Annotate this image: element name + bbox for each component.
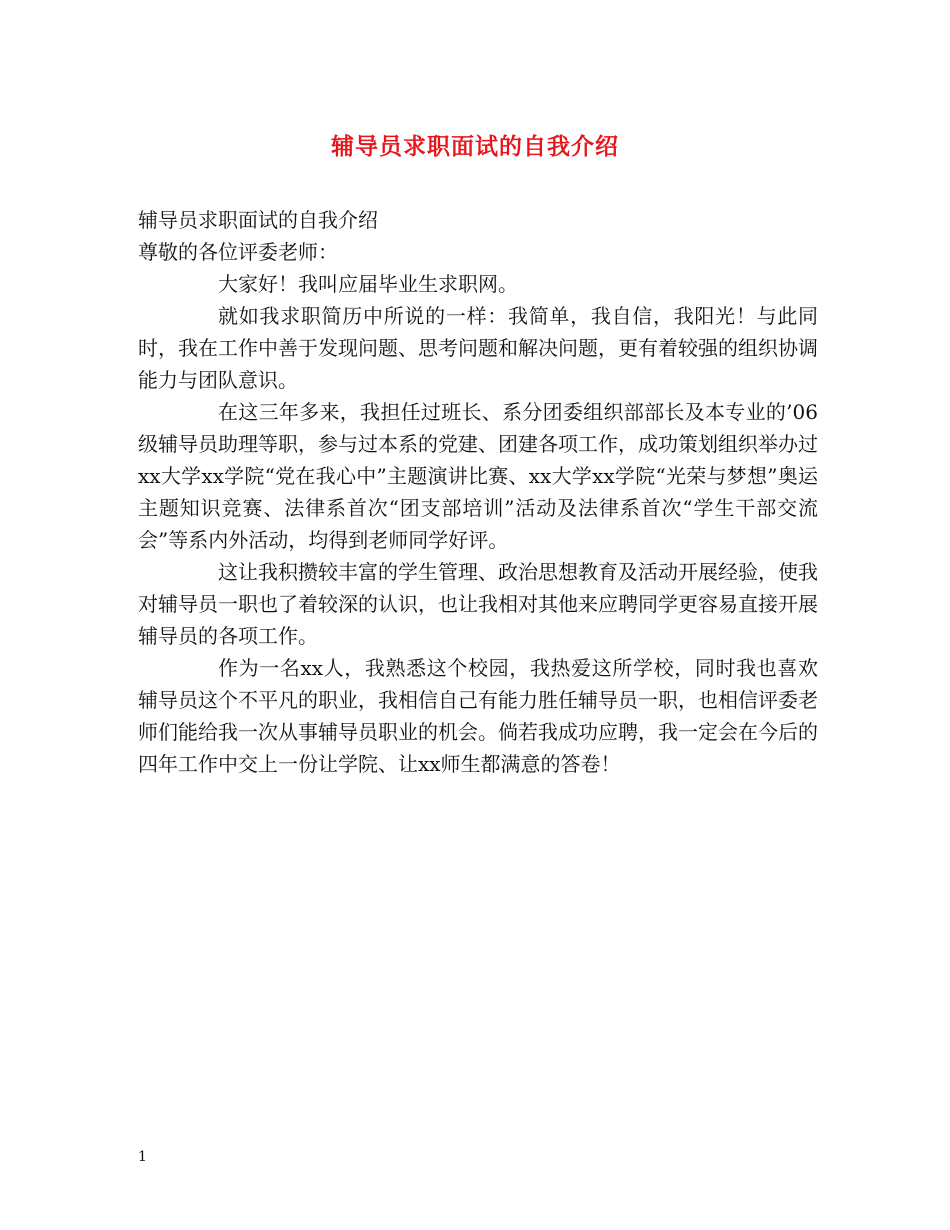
paragraph-self-description: 就如我求职简历中所说的一样：我简单，我自信，我阳光！与此同时，我在工作中善于发现问题、思考问题和解决问题，更有着较强的组织协调能力与团队意识。: [138, 304, 818, 392]
paragraph-experience: 在这三年多来，我担任过班长、系分团委组织部部长及本专业的’06级辅导员助理等职，参与过本系的党建、团建各项工作，成功策划组织举办过xx大学xx学院“党在我心中”主题演讲比赛、xx大学xx学院“光荣与梦想”奥运主题知识竞赛、法律系首次“团支部培训”活动及法律系首次“学生干部交流会”等系内外活动，均得到老师同学好评。: [138, 400, 818, 552]
document-title: 辅导员求职面试的自我介绍: [331, 133, 619, 160]
paragraph-closing: 作为一名xx人，我熟悉这个校园，我热爱这所学校，同时我也喜欢辅导员这个不平凡的职业，我相信自己有能力胜任辅导员一职，也相信评委老师们能给我一次从事辅导员职业的机会。倘若我成功应聘，我一定会在今后的四年工作中交上一份让学院、让xx师生都满意的答卷！: [138, 656, 818, 776]
paragraph-greeting: 大家好！我叫应届毕业生求职网。: [218, 272, 518, 296]
salutation: 尊敬的各位评委老师：: [138, 240, 338, 264]
paragraph-skills: 这让我积攒较丰富的学生管理、政治思想教育及活动开展经验，使我对辅导员一职也了着较深的认识，也让我相对其他来应聘同学更容易直接开展辅导员的各项工作。: [138, 560, 818, 648]
document-body: [138, 204, 818, 780]
page-number: 1: [138, 1149, 147, 1165]
subtitle-line: 辅导员求职面试的自我介绍: [138, 208, 378, 232]
